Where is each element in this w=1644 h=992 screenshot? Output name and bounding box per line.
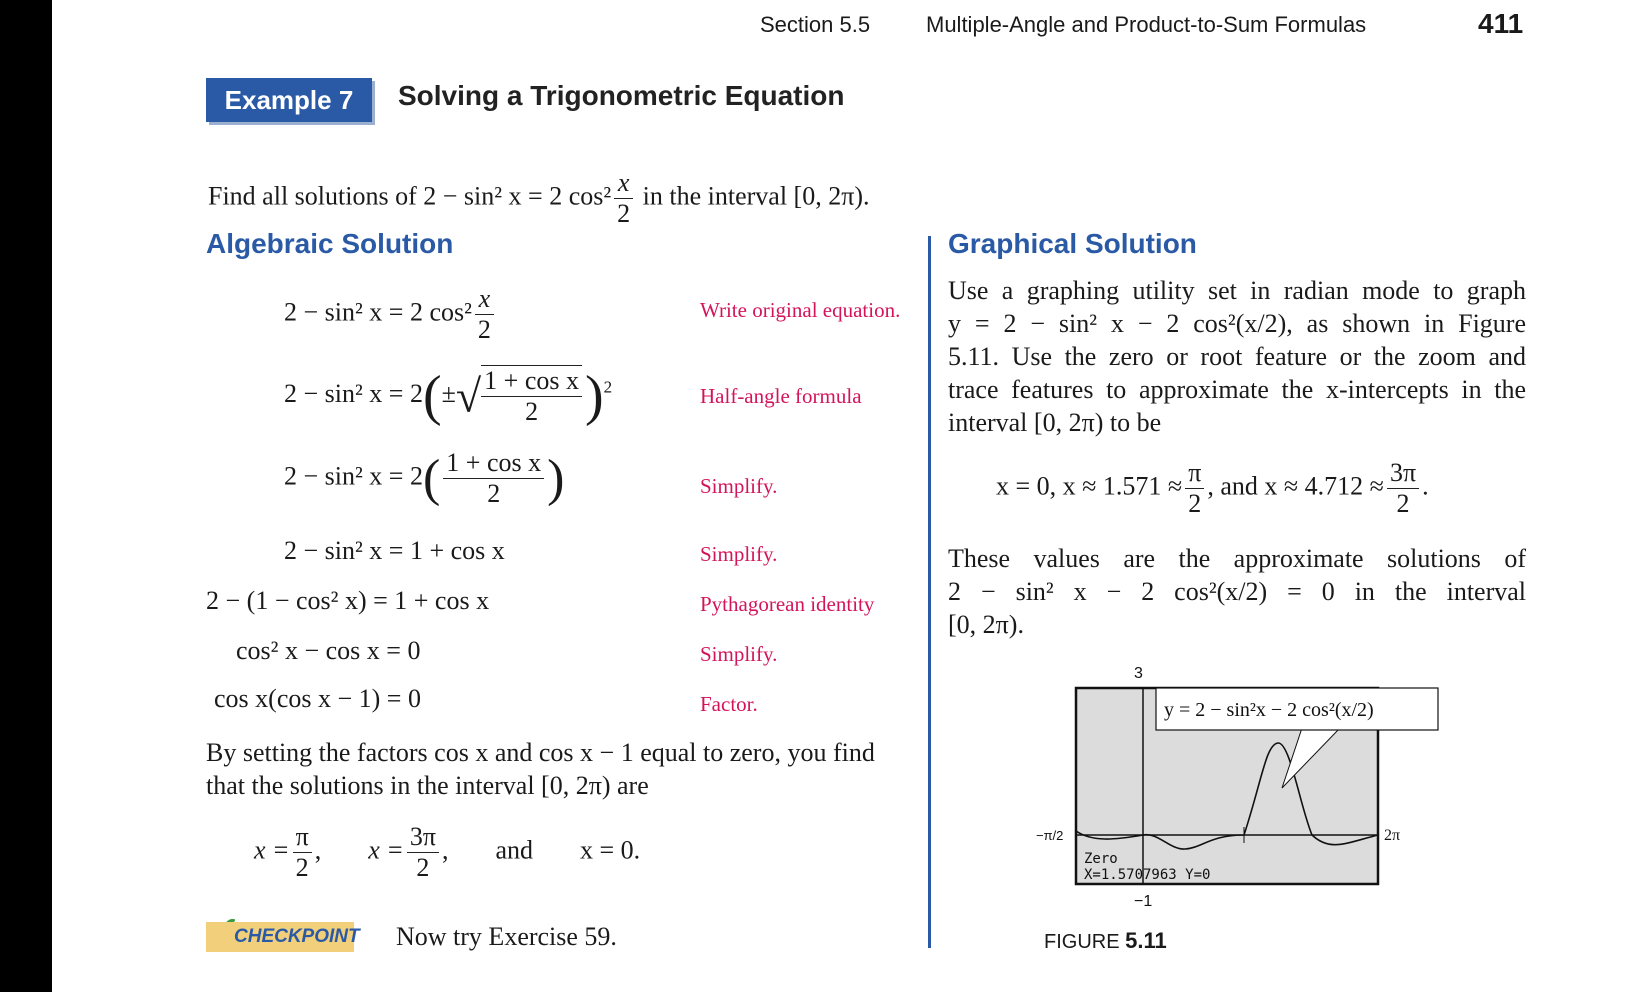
graphical-solution-heading: Graphical Solution bbox=[948, 228, 1197, 259]
step-2-plus-minus: ± bbox=[441, 378, 456, 408]
xmin-label: −π/2 bbox=[1036, 828, 1064, 843]
step-1-lhs: 2 − sin² x = 2 cos² bbox=[284, 297, 472, 327]
approx-frac-1-den: 2 bbox=[1188, 488, 1202, 518]
solution-2-comma: , bbox=[441, 835, 449, 865]
graphical-p1-line-5: interval [0, 2π) to be bbox=[948, 408, 1162, 437]
screen-readout: X=1.5707963 Y=0 bbox=[1084, 867, 1211, 883]
step-2-exponent: 2 bbox=[603, 377, 613, 397]
graphical-p1-line-2: y = 2 − sin² x − 2 cos²(x/2), as shown in Figure bbox=[948, 309, 1526, 338]
solution-1-den: 2 bbox=[295, 852, 309, 882]
step-3-lhs: 2 − sin² x = 2 bbox=[284, 461, 423, 491]
solution-2-den: 2 bbox=[416, 852, 430, 882]
page-number: 411 bbox=[1478, 8, 1524, 39]
step-1-frac-den: 2 bbox=[477, 314, 491, 344]
step-3-left-paren: ( bbox=[422, 449, 441, 507]
example-title: Solving a Trigonometric Equation bbox=[398, 80, 845, 111]
step-2-radical-sign: √ bbox=[455, 370, 482, 422]
solution-1-comma: , bbox=[314, 835, 322, 865]
step-2-left-paren: ( bbox=[422, 365, 442, 427]
figure-5-11-graph bbox=[1030, 660, 1470, 910]
problem-tail: in the interval [0, 2π). bbox=[642, 181, 870, 211]
step-5-reason: Pythagorean identity bbox=[700, 592, 875, 616]
solution-2-fraction bbox=[407, 822, 439, 883]
step-2-radicand-fraction bbox=[481, 365, 582, 427]
step-2-equation bbox=[284, 364, 612, 428]
conclusion-line-2: that the solutions in the interval [0, 2π) are bbox=[206, 771, 649, 800]
checkpoint-exercise-text: Now try Exercise 59. bbox=[396, 922, 617, 951]
step-4-reason: Simplify. bbox=[700, 542, 778, 566]
solution-1-lhs: x = bbox=[254, 835, 290, 865]
problem-fraction bbox=[614, 168, 633, 229]
step-3-inner-den: 2 bbox=[487, 478, 501, 508]
solution-2-num: 3π bbox=[407, 822, 439, 853]
step-7-equation: cos x(cos x − 1) = 0 bbox=[214, 684, 421, 713]
graphical-p1-line-4: trace features to approximate the x-intercepts in the bbox=[948, 375, 1526, 404]
callout-equation: y = 2 − sin²x − 2 cos²(x/2) bbox=[1164, 699, 1374, 721]
approx-part-a: x = 0, x ≈ 1.571 ≈ bbox=[996, 471, 1183, 501]
step-3-fraction bbox=[443, 448, 544, 509]
problem-frac-num: x bbox=[614, 168, 633, 199]
step-3-right-paren: ) bbox=[547, 449, 565, 507]
step-4-equation: 2 − sin² x = 1 + cos x bbox=[284, 536, 505, 565]
step-3-reason: Simplify. bbox=[700, 474, 778, 498]
column-divider bbox=[928, 236, 931, 948]
problem-lead: Find all solutions of 2 − sin² x = 2 cos² bbox=[208, 181, 612, 211]
graphical-p2-line-2: 2 − sin² x − 2 cos²(x/2) = 0 in the interval bbox=[948, 577, 1526, 606]
step-2-lhs: 2 − sin² x = 2 bbox=[284, 378, 423, 408]
step-1-reason: Write original equation. bbox=[700, 298, 901, 322]
xmax-label: 2π bbox=[1384, 827, 1401, 844]
step-5-equation: 2 − (1 − cos² x) = 1 + cos x bbox=[206, 586, 490, 615]
solution-2-lhs: x = bbox=[368, 835, 404, 865]
approx-part-e: . bbox=[1422, 471, 1429, 501]
step-3-equation bbox=[284, 448, 564, 509]
approx-frac-2-den: 2 bbox=[1396, 488, 1410, 518]
figure-caption-prefix: FIGURE bbox=[1044, 931, 1120, 953]
running-head-section: Section 5.5 bbox=[760, 12, 871, 37]
step-2-inner-num: 1 + cos x bbox=[481, 366, 582, 397]
graphical-p1-line-3: 5.11. Use the zero or root feature or the zoom and bbox=[948, 342, 1526, 371]
solution-1-fraction bbox=[293, 822, 312, 883]
approx-frac-1-num: π bbox=[1185, 458, 1204, 489]
step-2-right-paren: ) bbox=[584, 365, 604, 427]
step-6-equation: cos² x − cos x = 0 bbox=[236, 636, 421, 665]
step-3-inner-num: 1 + cos x bbox=[443, 448, 544, 479]
graphical-p2-line-3: [0, 2π). bbox=[948, 610, 1024, 639]
solution-1-num: π bbox=[293, 822, 312, 853]
screen-zero-label: Zero bbox=[1084, 851, 1118, 867]
solutions-line bbox=[254, 822, 640, 883]
step-1-frac-num: x bbox=[475, 284, 494, 315]
checkpoint-badge: CHECKPOINT bbox=[206, 922, 354, 952]
step-2-inner-den: 2 bbox=[525, 397, 539, 426]
solutions-and: and bbox=[495, 835, 534, 865]
approx-fraction-1 bbox=[1185, 458, 1204, 519]
left-black-margin bbox=[0, 0, 52, 992]
approx-part-c: , and x ≈ 4.712 ≈ bbox=[1207, 471, 1384, 501]
running-head-title: Multiple-Angle and Product-to-Sum Formulas bbox=[926, 12, 1367, 37]
figure-caption bbox=[1044, 928, 1167, 954]
solution-3: x = 0. bbox=[580, 835, 641, 865]
algebraic-solution-heading: Algebraic Solution bbox=[206, 228, 454, 259]
step-1-equation bbox=[284, 284, 497, 345]
graphical-p2-line-1: These values are the approximate solutions of bbox=[948, 544, 1526, 573]
step-1-fraction bbox=[475, 284, 494, 345]
step-7-reason: Factor. bbox=[700, 692, 758, 716]
step-2-reason: Half-angle formula bbox=[700, 384, 862, 408]
problem-frac-den: 2 bbox=[617, 198, 631, 228]
graphical-paragraph-1 bbox=[948, 274, 1526, 439]
approximate-intercepts bbox=[996, 458, 1429, 519]
problem-statement bbox=[208, 168, 870, 229]
example-badge: Example 7 bbox=[206, 78, 372, 122]
approx-fraction-2 bbox=[1387, 458, 1419, 519]
step-6-reason: Simplify. bbox=[700, 642, 778, 666]
approx-frac-2-num: 3π bbox=[1387, 458, 1419, 489]
conclusion-line-1: By setting the factors cos x and cos x − 1 equal to zero, you find bbox=[206, 738, 875, 767]
ymin-label: −1 bbox=[1134, 893, 1153, 910]
graphical-paragraph-2 bbox=[948, 542, 1526, 641]
graphical-p1-line-1: Use a graphing utility set in radian mode to graph bbox=[948, 276, 1526, 305]
figure-caption-number: 5.11 bbox=[1125, 928, 1167, 953]
ymax-label: 3 bbox=[1134, 665, 1143, 682]
